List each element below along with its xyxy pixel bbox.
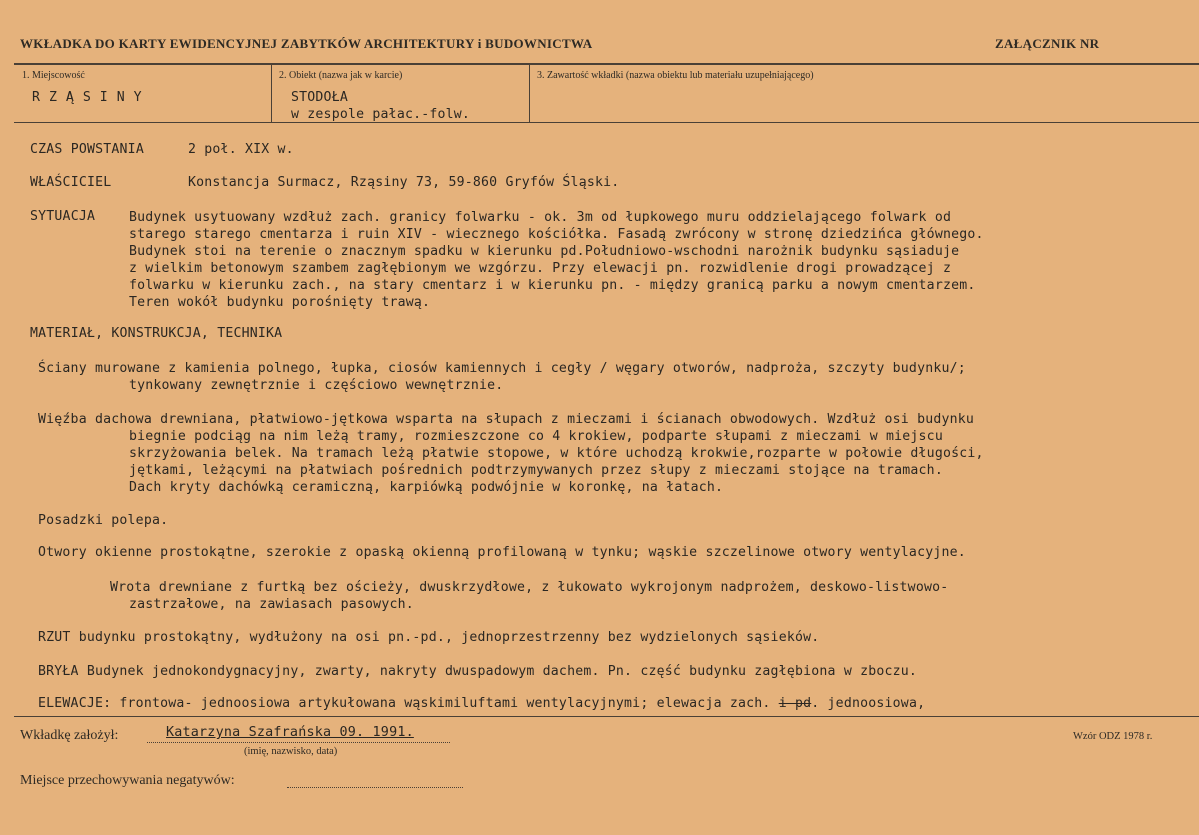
posadzki-text: Posadzki polepa. bbox=[38, 513, 169, 528]
material-heading: MATERIAŁ, KONSTRUKCJA, TECHNIKA bbox=[30, 326, 283, 341]
header-bottom-rule bbox=[14, 122, 1199, 123]
field-2-value-2: w zespole pałac.-folw. bbox=[291, 107, 471, 121]
bryla-text: BRYŁA Budynek jednokondygnacyjny, zwarty, nakryty dwuspadowym dachem. Pn. część budynku zagłębiona w zboczu. bbox=[38, 664, 918, 679]
field-2-label: 2. Obiekt (nazwa jak w karcie) bbox=[279, 70, 403, 81]
sciany-line-2: tynkowany zewnętrznie i częściowo wewnętrznie. bbox=[129, 378, 504, 393]
footer-rule bbox=[14, 716, 1199, 717]
header-top-rule bbox=[14, 63, 1199, 65]
otwory-text: Otwory okienne prostokątne, szerokie z opaską okienną profilowaną w tynku; wąskie szczelinowe otwory wentylacyjne. bbox=[38, 545, 966, 560]
elewacje-struck: i pd bbox=[778, 696, 812, 711]
wrota-line-1: Wrota drewniane z furtką bez ościeży, dwuskrzydłowe, z łukowato wykrojonym nadprożem, deskowo-listwowo- bbox=[110, 580, 949, 595]
field-1-label: 1. Miejscowość bbox=[22, 70, 85, 81]
sytuacja-line-1: Budynek usytuowany wzdłuż zach. granicy folwarku - ok. 3m od łupkowego muru oddzielającego folwark od bbox=[129, 210, 952, 225]
wlasciciel-label: WŁAŚCICIEL bbox=[30, 175, 112, 190]
sytuacja-line-4: z wielkim betonowym szambem zagłębionym we wzgórzu. Przy elewacji pn. rozwidlenie drogi prowadzącej z bbox=[129, 261, 952, 276]
czas-value: 2 poł. XIX w. bbox=[188, 142, 294, 157]
column-divider-2 bbox=[529, 64, 530, 122]
sytuacja-line-5: folwarku w kierunku zach., na stary cmentarz i w kierunku pn. - między granicą parku a nowym cmentarzem. bbox=[129, 278, 976, 293]
sytuacja-line-2: starego starego cmentarza i ruin XIV - wiecznego kościółka. Fasadą zwrócony w stronę dziedzińca głównego. bbox=[129, 227, 984, 242]
form-version: Wzór ODZ 1978 r. bbox=[1073, 731, 1153, 742]
form-title: WKŁADKA DO KARTY EWIDENCYJNEJ ZABYTKÓW ARCHITEKTURY i BUDOWNICTWA bbox=[20, 36, 593, 51]
zalozyl-label: Wkładkę założył: bbox=[20, 728, 119, 743]
column-divider-1 bbox=[271, 64, 272, 122]
zalozyl-dotted-line bbox=[147, 742, 450, 743]
wiezba-line-3: skrzyżowania belek. Na tramach leżą płatwie stopowe, w które uchodzą krokwie,rozparte w połowie długości, bbox=[129, 446, 984, 461]
negatywy-label: Miejsce przechowywania negatywów: bbox=[20, 773, 235, 788]
zalozyl-value: Katarzyna Szafrańska 09. 1991. bbox=[166, 725, 414, 740]
annex-label: ZAŁĄCZNIK NR bbox=[995, 36, 1100, 51]
wrota-line-2: zastrzałowe, na zawiasach pasowych. bbox=[129, 597, 414, 612]
czas-label: CZAS POWSTANIA bbox=[30, 142, 144, 157]
wiezba-line-1: Więźba dachowa drewniana, płatwiowo-jętkowa wsparta na słupach z mieczami i ścianach obwodowych. Wzdłuż osi budynku bbox=[38, 412, 975, 427]
wlasciciel-value: Konstancja Surmacz, Rząsiny 73, 59-860 Gryfów Śląski. bbox=[188, 175, 620, 190]
wiezba-line-4: jętkami, leżącymi na płatwiach pośrednich podtrzymywanych przez słupy z mieczami stojące na tramach. bbox=[129, 463, 943, 478]
elewacje-text bbox=[38, 696, 925, 711]
sciany-line-1: Ściany murowane z kamienia polnego, łupka, ciosów kamiennych i cegły / węgary otworów, nadproża, szczyty budynku/; bbox=[38, 361, 966, 376]
elewacje-text-pre: ELEWACJE: frontowa- jednoosiowa artykułowana wąskimiluftami wentylacyjnymi; elewacja zach. bbox=[38, 696, 771, 711]
negatywy-dotted-line bbox=[287, 787, 463, 788]
elewacje-text-post: . jednoosiowa, bbox=[811, 696, 926, 711]
wiezba-line-2: biegnie podciąg na nim leżą tramy, rozmieszczone co 4 krokiew, podparte słupami z mieczami w miejscu bbox=[129, 429, 943, 444]
wiezba-line-5: Dach kryty dachówką ceramiczną, karpiówką podwójnie w koronkę, na łatach. bbox=[129, 480, 724, 495]
sytuacja-line-6: Teren wokół budynku porośnięty trawą. bbox=[129, 295, 431, 310]
zalozyl-hint: (imię, nazwisko, data) bbox=[244, 746, 338, 757]
field-3-label: 3. Zawartość wkładki (nazwa obiektu lub materiału uzupełniającego) bbox=[537, 70, 814, 81]
field-2-value-1: STODOŁA bbox=[291, 90, 348, 105]
sytuacja-line-3: Budynek stoi na terenie o znacznym spadku w kierunku pd.Południowo-wschodni narożnik budynku sąsiaduje bbox=[129, 244, 960, 259]
sytuacja-label: SYTUACJA bbox=[30, 209, 96, 224]
rzut-text: RZUT budynku prostokątny, wydłużony na osi pn.-pd., jednoprzestrzenny bez wydzielonych sąsieków. bbox=[38, 630, 820, 645]
field-1-value: RZĄSINY bbox=[32, 90, 151, 105]
